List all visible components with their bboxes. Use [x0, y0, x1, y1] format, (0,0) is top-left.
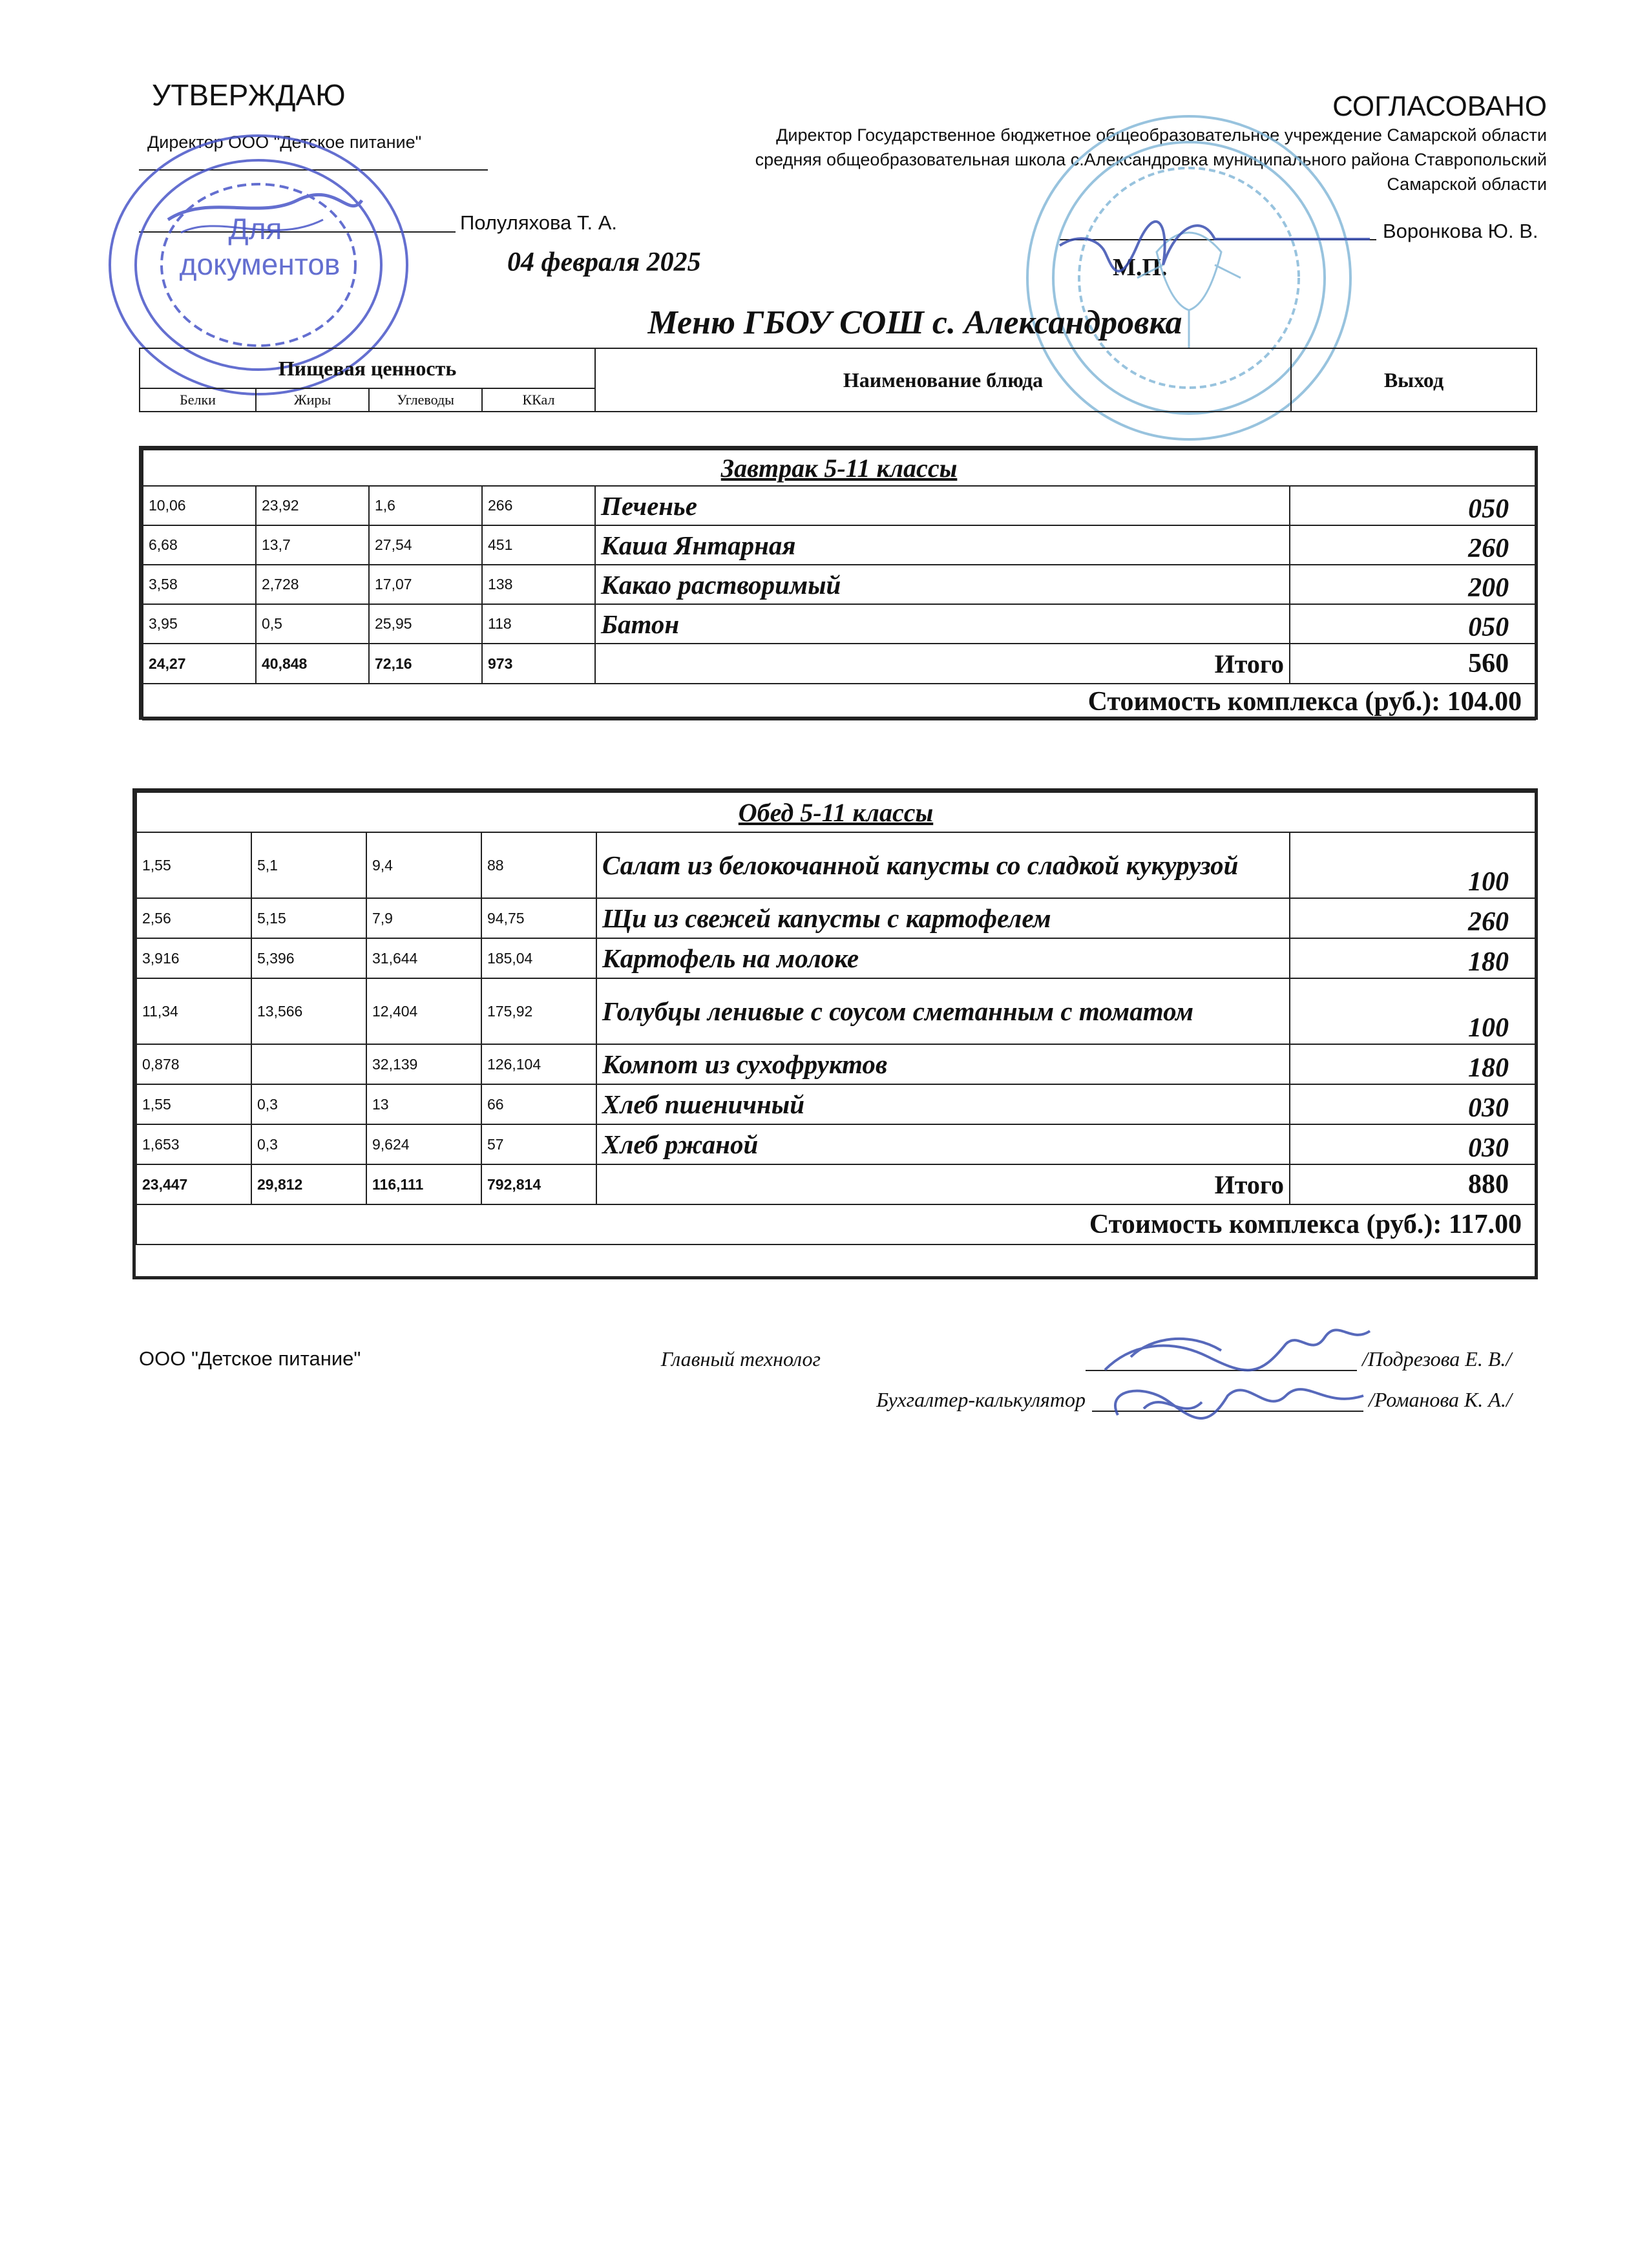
- proteins-cell: 10,06: [143, 486, 256, 525]
- total-carbs: 116,111: [366, 1164, 481, 1204]
- breakfast-cost: Стоимость комплекса (руб.): 104.00: [143, 684, 1535, 720]
- proteins-cell: 6,68: [143, 525, 256, 565]
- table-row: [136, 1124, 1535, 1164]
- dish-cell: Голубцы ленивые с соусом сметанным с томатом: [596, 978, 1290, 1044]
- stamp-text: документов: [179, 247, 341, 281]
- carbs-cell: 13: [366, 1084, 481, 1124]
- proteins-cell: 1,653: [136, 1124, 251, 1164]
- carbs-cell: 9,624: [366, 1124, 481, 1164]
- table-row: [136, 978, 1535, 1044]
- proteins-cell: 2,56: [136, 898, 251, 938]
- total-kcal: 973: [482, 644, 595, 684]
- dish-cell: Печенье: [595, 486, 1290, 525]
- dish-header: Наименование блюда: [595, 348, 1291, 412]
- proteins-header: Белки: [140, 388, 256, 412]
- accountant-signature-line: [1092, 1411, 1363, 1412]
- fats-cell: 23,92: [256, 486, 369, 525]
- fats-cell: 2,728: [256, 565, 369, 604]
- kcal-cell: 94,75: [481, 898, 596, 938]
- yield-cell: 100: [1290, 832, 1535, 898]
- nutrition-header: Пищевая ценность: [140, 348, 595, 388]
- total-proteins: 24,27: [143, 644, 256, 684]
- table-row: [136, 898, 1535, 938]
- proteins-cell: 0,878: [136, 1044, 251, 1084]
- table-row: [136, 938, 1535, 978]
- document-title: Меню ГБОУ СОШ с. Александровка: [647, 304, 1182, 341]
- approve-date: 04 февраля 2025: [507, 247, 701, 277]
- proteins-cell: 3,916: [136, 938, 251, 978]
- approve-position: Директор ООО "Детское питание": [147, 132, 422, 152]
- carbs-cell: 9,4: [366, 832, 481, 898]
- yield-cell: 100: [1290, 978, 1535, 1044]
- agree-signature-line: [1060, 239, 1376, 240]
- yield-cell: 260: [1290, 898, 1535, 938]
- fats-cell: 5,1: [251, 832, 366, 898]
- yield-cell: 200: [1290, 565, 1535, 604]
- fats-cell: [251, 1044, 366, 1084]
- carbs-cell: 1,6: [369, 486, 482, 525]
- fats-cell: 0,3: [251, 1124, 366, 1164]
- dish-cell: Картофель на молоке: [596, 938, 1290, 978]
- yield-cell: 050: [1290, 486, 1535, 525]
- fats-cell: 13,566: [251, 978, 366, 1044]
- footer-company: ООО "Детское питание": [139, 1347, 361, 1370]
- kcal-cell: 451: [482, 525, 595, 565]
- kcal-cell: 126,104: [481, 1044, 596, 1084]
- agree-position: Директор Государственное бюджетное общеобразовательное учреждение Самарской области средняя общеобразовательная школа с.Александровка муниципального района Ставропольский Самарской области: [755, 125, 1547, 194]
- total-row: [143, 644, 1535, 684]
- dish-cell: Щи из свежей капусты с картофелем: [596, 898, 1290, 938]
- agree-title: СОГЛАСОВАНО: [1332, 90, 1547, 122]
- kcal-cell: 66: [481, 1084, 596, 1124]
- proteins-cell: 3,58: [143, 565, 256, 604]
- mp-label: М.П.: [1113, 254, 1168, 281]
- fats-cell: 0,3: [251, 1084, 366, 1124]
- total-proteins: 23,447: [136, 1164, 251, 1204]
- table-row: [143, 604, 1535, 644]
- yield-cell: 050: [1290, 604, 1535, 644]
- table-row: [143, 525, 1535, 565]
- kcal-cell: 266: [482, 486, 595, 525]
- dish-cell: Каша Янтарная: [595, 525, 1290, 565]
- yield-cell: 030: [1290, 1124, 1535, 1164]
- total-row: [136, 1164, 1535, 1204]
- signature-icon: [1092, 1318, 1376, 1441]
- table-row: [143, 486, 1535, 525]
- total-label: Итого: [595, 644, 1290, 684]
- table-row: [136, 1084, 1535, 1124]
- kcal-cell: 185,04: [481, 938, 596, 978]
- technologist-name: /Подрезова Е. В./: [1362, 1347, 1512, 1370]
- kcal-cell: 118: [482, 604, 595, 644]
- lunch-cost: Стоимость комплекса (руб.): 117.00: [136, 1204, 1535, 1244]
- proteins-cell: 11,34: [136, 978, 251, 1044]
- total-carbs: 72,16: [369, 644, 482, 684]
- kcal-cell: 175,92: [481, 978, 596, 1044]
- approve-position-underline: [139, 169, 488, 171]
- carbs-cell: 17,07: [369, 565, 482, 604]
- fats-cell: 5,15: [251, 898, 366, 938]
- accountant-role: Бухгалтер-калькулятор: [876, 1388, 1086, 1411]
- dish-cell: Хлеб пшеничный: [596, 1084, 1290, 1124]
- dish-cell: Хлеб ржаной: [596, 1124, 1290, 1164]
- technologist-role: Главный технолог: [660, 1347, 821, 1370]
- kcal-header: ККал: [482, 388, 595, 412]
- table-row: [136, 832, 1535, 898]
- table-row: [136, 1044, 1535, 1084]
- approve-signature-line: [139, 231, 456, 233]
- table-row: [143, 565, 1535, 604]
- lunch-table: [136, 792, 1536, 1245]
- carbs-cell: 7,9: [366, 898, 481, 938]
- carbs-cell: 27,54: [369, 525, 482, 565]
- dish-cell: Какао растворимый: [595, 565, 1290, 604]
- table-header: [139, 348, 1537, 412]
- yield-cell: 180: [1290, 1044, 1535, 1084]
- dish-cell: Батон: [595, 604, 1290, 644]
- total-yield: 560: [1290, 644, 1535, 684]
- agree-name: Воронкова Ю. В.: [1383, 220, 1539, 242]
- proteins-cell: 1,55: [136, 1084, 251, 1124]
- technologist-signature-line: [1086, 1370, 1357, 1371]
- kcal-cell: 57: [481, 1124, 596, 1164]
- carbs-header: Углеводы: [369, 388, 482, 412]
- fats-cell: 5,396: [251, 938, 366, 978]
- carbs-cell: 31,644: [366, 938, 481, 978]
- fats-header: Жиры: [256, 388, 369, 412]
- total-kcal: 792,814: [481, 1164, 596, 1204]
- lunch-title: Обед 5-11 классы: [136, 792, 1535, 832]
- total-label: Итого: [596, 1164, 1290, 1204]
- fats-cell: 13,7: [256, 525, 369, 565]
- carbs-cell: 25,95: [369, 604, 482, 644]
- proteins-cell: 3,95: [143, 604, 256, 644]
- approve-name: Полуляхова Т. А.: [460, 211, 618, 234]
- fats-cell: 0,5: [256, 604, 369, 644]
- total-fats: 29,812: [251, 1164, 366, 1204]
- yield-cell: 260: [1290, 525, 1535, 565]
- stamp-text: Для: [228, 212, 282, 246]
- total-yield: 880: [1290, 1164, 1535, 1204]
- breakfast-title: Завтрак 5-11 классы: [143, 450, 1535, 486]
- carbs-cell: 32,139: [366, 1044, 481, 1084]
- dish-cell: Компот из сухофруктов: [596, 1044, 1290, 1084]
- yield-cell: 030: [1290, 1084, 1535, 1124]
- proteins-cell: 1,55: [136, 832, 251, 898]
- yield-header: Выход: [1291, 348, 1537, 412]
- approve-title: УТВЕРЖДАЮ: [152, 78, 346, 112]
- total-fats: 40,848: [256, 644, 369, 684]
- accountant-name: /Романова К. А./: [1369, 1388, 1512, 1411]
- breakfast-table: [142, 449, 1536, 720]
- kcal-cell: 138: [482, 565, 595, 604]
- kcal-cell: 88: [481, 832, 596, 898]
- carbs-cell: 12,404: [366, 978, 481, 1044]
- yield-cell: 180: [1290, 938, 1535, 978]
- dish-cell: Салат из белокочанной капусты со сладкой кукурузой: [596, 832, 1290, 898]
